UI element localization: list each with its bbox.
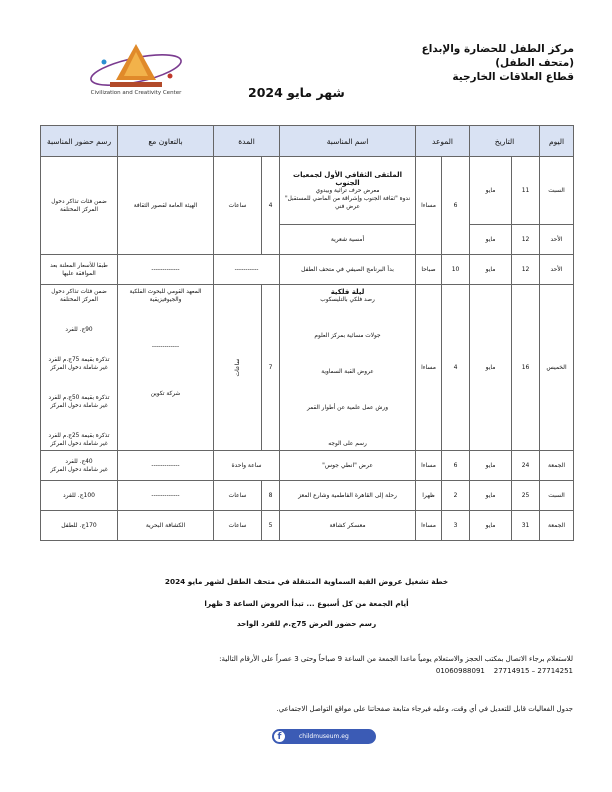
- header-partner: بالتعاون مع: [118, 126, 214, 157]
- fee-note: غير شاملة دخول المركز: [50, 402, 108, 409]
- day-cell: السبت: [540, 481, 574, 511]
- date-num-cell: 16: [512, 285, 540, 451]
- header-event: اسم المناسبة: [280, 126, 416, 157]
- logo-caption: Civilization and Creativity Center: [90, 90, 182, 96]
- schedule-note: جدول الفعاليات قابل للتعديل في أي وقت، وعليه فيرجاء متابعة صفحاتنا على مواقع التواصل الاجتماعي.: [276, 705, 573, 713]
- duration-cell: -----------: [214, 255, 280, 285]
- partner-line: شركة تكوين: [150, 390, 181, 397]
- date-month-cell: مايو: [470, 285, 512, 451]
- plan-fee: رسم حضور العرض 75ج.م للفرد الواحد: [236, 619, 377, 628]
- day-cell: الخميس: [540, 285, 574, 451]
- duration-label-cell: ساعات: [214, 481, 262, 511]
- table-row: [41, 511, 574, 541]
- fee-line: تذكرة بقيمة 75ج.م للفرد: [48, 356, 110, 363]
- event-line: رسم على الوجه: [328, 440, 367, 447]
- time-num-cell: 4: [442, 285, 470, 451]
- plan-days: أيام الجمعة من كل أسبوع ... تبدأ العروض الساعة 3 ظهرا: [204, 599, 409, 608]
- day-cell: الأحد: [540, 225, 574, 255]
- contact-block: [40, 653, 573, 677]
- day-cell: الأحد: [540, 255, 574, 285]
- fee-cell: ضمن فئات تذاكر دخول المركز المختلفة: [41, 157, 118, 255]
- fee-line: تذكرة بقيمة 25ج.م للفرد: [48, 432, 110, 439]
- event-line: ورش عمل علمية عن أطوار القمر: [306, 404, 389, 411]
- event-line: جولات مسائية بمركز العلوم: [314, 332, 381, 339]
- org-sector: قطاع العلاقات الخارجية: [452, 71, 574, 83]
- date-month-cell: مايو: [470, 451, 512, 481]
- contact-text: للاستعلام برجاء الاتصال بمكتب الحجز والاستعلام يومياً ماعدا الجمعة من الساعة 9 صباحاً وحتى 3 عصراً على الأرقام التالية:: [219, 655, 573, 663]
- header-duration: المدة: [214, 126, 280, 157]
- event-cell: [280, 285, 416, 451]
- fee-line: ضمن فئات تذاكر دخول المركز المختلفة: [51, 288, 107, 303]
- header-day: اليوم: [540, 126, 574, 157]
- partner-line: المعهد القومي للبحوث الفلكية والجيوفيزيقية: [129, 288, 202, 303]
- event-cell: [280, 157, 416, 225]
- partner-cell: الهيئة العامة لقصور الثقافة: [118, 157, 214, 255]
- facebook-handle: childmuseum.eg: [299, 733, 349, 740]
- plan-title: خطة تشغيل عروض القبة السماوية المتنقلة في متحف الطفل لشهر مايو 2024: [164, 577, 449, 586]
- duration-label-cell: [214, 285, 262, 451]
- fee-line: 40ج. للفرد: [65, 458, 93, 465]
- time-num-cell: 2: [442, 481, 470, 511]
- day-cell: الجمعة: [540, 511, 574, 541]
- duration-num-cell: 7: [262, 285, 280, 451]
- table-header-row: [41, 126, 574, 157]
- partner-cell: -------------: [118, 255, 214, 285]
- event-cell: أمسية شعرية: [280, 225, 416, 255]
- fee-line: تذكرة بقيمة 50ج.م للفرد: [48, 394, 110, 401]
- org-subname: (متحف الطفل): [495, 57, 574, 69]
- date-month-cell: مايو: [470, 481, 512, 511]
- duration-label: ساعات: [234, 358, 242, 377]
- partner-cell: -------------: [118, 451, 214, 481]
- event-line: رصد فلكي بالتليسكوب: [320, 296, 375, 303]
- events-table: [40, 125, 574, 541]
- event-cell: رحلة إلى القاهرة الفاطمية وشارع المعز: [280, 481, 416, 511]
- table-row: [41, 255, 574, 285]
- table-row: [41, 157, 574, 225]
- duration-cell: ساعة واحدة: [214, 451, 280, 481]
- event-line: معرض حرف تراثية وبيدوي: [315, 187, 380, 194]
- date-num-cell: 11: [512, 157, 540, 225]
- month-title: شهر مايو 2024: [248, 85, 345, 100]
- facebook-icon: f: [274, 731, 285, 742]
- event-title: الملتقى الثقافي الأول لجمعيات الجنوب: [293, 170, 402, 187]
- event-line: عرض فني: [335, 203, 360, 210]
- fee-cell: [41, 451, 118, 481]
- time-label-cell: ظهرا: [416, 481, 442, 511]
- duration-label-cell: ساعات: [214, 157, 262, 255]
- date-num-cell: 12: [512, 225, 540, 255]
- fee-line: 90ج. للفرد: [65, 326, 93, 333]
- duration-num-cell: 8: [262, 481, 280, 511]
- org-name: مركز الطفل للحضارة والإبداع: [421, 43, 574, 55]
- org-header: [422, 42, 574, 84]
- date-month-cell: مايو: [470, 511, 512, 541]
- table-row: [41, 451, 574, 481]
- date-month-cell: مايو: [470, 225, 512, 255]
- event-title: ليلة فلكية: [330, 287, 365, 296]
- date-num-cell: 25: [512, 481, 540, 511]
- fee-cell: طبقا للأسعار المعلنة بعد الموافقة عليها: [41, 255, 118, 285]
- header-date: التاريخ: [470, 126, 540, 157]
- header-fee: رسم حضور المناسبة: [41, 126, 118, 157]
- time-label-cell: مساءا: [416, 511, 442, 541]
- fee-cell: [41, 285, 118, 451]
- fee-note: غير شاملة دخول المركز: [50, 466, 108, 473]
- event-cell: معسكر كشافة: [280, 511, 416, 541]
- event-line: عروض القبة السماوية: [321, 368, 374, 375]
- partner-cell: الكشافة البحرية: [118, 511, 214, 541]
- fee-note: غير شاملة دخول المركز: [50, 364, 108, 371]
- phone-mobile: 01060988091: [435, 667, 485, 675]
- duration-label-cell: ساعات: [214, 511, 262, 541]
- date-num-cell: 24: [512, 451, 540, 481]
- duration-num-cell: 5: [262, 511, 280, 541]
- date-num-cell: 12: [512, 255, 540, 285]
- date-month-cell: مايو: [470, 255, 512, 285]
- partner-cell: [118, 285, 214, 451]
- table-row: [41, 481, 574, 511]
- day-cell: السبت: [540, 157, 574, 225]
- fee-note: غير شاملة دخول المركز: [50, 440, 108, 447]
- time-label-cell: مساءا: [416, 451, 442, 481]
- time-num-cell: 6: [442, 157, 470, 255]
- facebook-link[interactable]: [272, 729, 376, 744]
- date-num-cell: 31: [512, 511, 540, 541]
- partner-cell: -------------: [118, 481, 214, 511]
- event-line: ندوة "ثقافة الجنوب وإشراقة من الماضي للمستقبل": [284, 195, 411, 202]
- day-cell: الجمعة: [540, 451, 574, 481]
- time-num-cell: 3: [442, 511, 470, 541]
- phone-landlines: 27714251 – 27714915: [493, 667, 573, 675]
- header-time: الموعد: [416, 126, 470, 157]
- fee-cell: 170ج. للطفل: [41, 511, 118, 541]
- time-label-cell: صباحا: [416, 255, 442, 285]
- event-cell: بدأ البرنامج الصيفي في متحف الطفل: [280, 255, 416, 285]
- fee-cell: 100ج. للفرد: [41, 481, 118, 511]
- duration-num-cell: 4: [262, 157, 280, 255]
- table-row: [41, 285, 574, 451]
- contact-numbers: [40, 665, 573, 677]
- event-cell: عرض "انطي جوس": [280, 451, 416, 481]
- time-label-cell: مساءا: [416, 157, 442, 255]
- time-label-cell: مساءا: [416, 285, 442, 451]
- time-num-cell: 6: [442, 451, 470, 481]
- date-month-cell: مايو: [470, 157, 512, 225]
- partner-line: -------------: [151, 343, 180, 350]
- time-num-cell: 10: [442, 255, 470, 285]
